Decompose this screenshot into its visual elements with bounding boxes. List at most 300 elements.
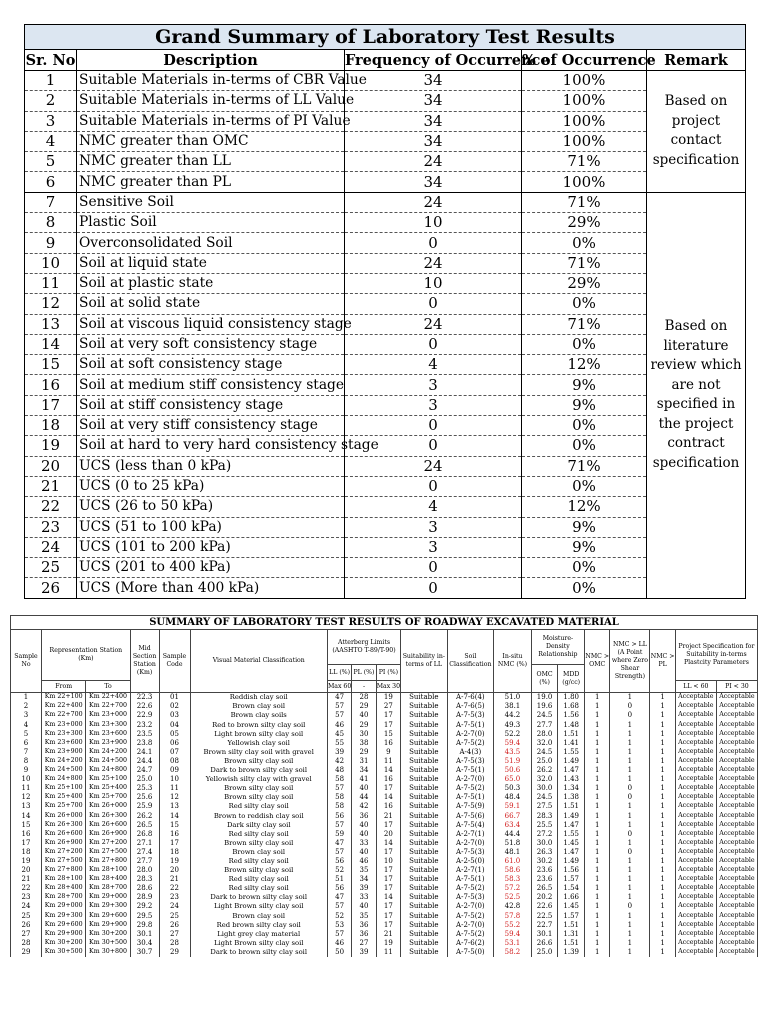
visual-class: Red to brown silty clay soil	[190, 720, 327, 729]
visual-class: Yellowish silty clay with gravel	[190, 775, 327, 784]
summary-row	[25, 375, 746, 395]
suitability-ll: Suitable	[401, 766, 448, 775]
nmc-gt-ll: 1	[610, 948, 650, 957]
ll-spec: Acceptable	[675, 811, 716, 820]
omc-value: 27.7	[531, 720, 558, 729]
lab-header-atterberg: Atterberg Limits (AASHTO T-89/T-90)	[327, 630, 400, 665]
header-remark: Remark	[647, 50, 746, 71]
mdd-value: 1.49	[558, 757, 585, 766]
summary-description: Soil at very soft consistency stage	[77, 334, 345, 354]
summary-percent: 12%	[522, 497, 647, 517]
summary-frequency: 4	[345, 497, 522, 517]
visual-class: Reddish clay soil	[190, 693, 327, 703]
station-to: Km 24+500	[86, 757, 130, 766]
pl-value: 40	[352, 848, 376, 857]
summary-sr-no: 21	[25, 476, 77, 496]
nmc-gt-omc: 1	[584, 820, 609, 829]
omc-value: 25.5	[531, 820, 558, 829]
station-to: Km 26+300	[86, 811, 130, 820]
summary-frequency: 3	[345, 517, 522, 537]
nmc-gt-omc: 1	[584, 839, 609, 848]
mid-station: 30.1	[130, 929, 159, 938]
summary-row	[25, 273, 746, 293]
summary-remark: Based on literature review which are not specified in the project contract specification	[647, 192, 746, 598]
mdd-value: 1.57	[558, 875, 585, 884]
lab-row	[11, 829, 758, 838]
station-to: Km 24+200	[86, 748, 130, 757]
omc-value: 32.0	[531, 775, 558, 784]
summary-frequency: 3	[345, 375, 522, 395]
visual-class: Dark silty clay soil	[190, 820, 327, 829]
soil-class: A-2-7(0)	[447, 775, 494, 784]
sample-code: 28	[159, 939, 190, 948]
station-from: Km 24+200	[42, 757, 86, 766]
lab-header-pl: PL (%)	[352, 665, 376, 681]
summary-sr-no: 18	[25, 416, 77, 436]
pl-value: 41	[352, 775, 376, 784]
lab-header-rep-station: Representation Station (Km)	[42, 630, 131, 681]
nmc-gt-ll: 1	[610, 757, 650, 766]
mid-station: 27.7	[130, 857, 159, 866]
ll-spec: Acceptable	[675, 911, 716, 920]
summary-frequency: 24	[345, 152, 522, 172]
mdd-value: 1.47	[558, 820, 585, 829]
summary-row	[25, 416, 746, 436]
omc-value: 26.2	[531, 766, 558, 775]
header-description: Description	[77, 50, 345, 71]
lab-header-nmc-ll: NMC > LL (A Point where Zero Shear Strength)	[610, 630, 650, 693]
nmc-gt-ll: 1	[610, 884, 650, 893]
station-from: Km 30+500	[42, 948, 86, 957]
sample-code: 26	[159, 920, 190, 929]
summary-frequency: 4	[345, 355, 522, 375]
suitability-ll: Suitable	[401, 693, 448, 703]
omc-value: 26.5	[531, 884, 558, 893]
pl-value: 27	[352, 939, 376, 948]
lab-row	[11, 793, 758, 802]
nmc-gt-omc: 1	[584, 902, 609, 911]
summary-percent: 71%	[522, 314, 647, 334]
grand-summary-table	[24, 24, 746, 599]
ll-spec: Acceptable	[675, 702, 716, 711]
ll-spec: Acceptable	[675, 775, 716, 784]
station-from: Km 27+500	[42, 857, 86, 866]
ll-value: 55	[327, 738, 351, 747]
station-to: Km 26+600	[86, 820, 130, 829]
summary-percent: 9%	[522, 517, 647, 537]
nmc-value: 65.0	[494, 775, 532, 784]
soil-class: A-7-5(4)	[447, 820, 494, 829]
nmc-value: 57.2	[494, 884, 532, 893]
summary-sr-no: 15	[25, 355, 77, 375]
summary-row	[25, 456, 746, 476]
mid-station: 25.3	[130, 784, 159, 793]
summary-sr-no: 8	[25, 213, 77, 233]
mid-station: 23.2	[130, 720, 159, 729]
summary-sr-no: 13	[25, 314, 77, 334]
summary-percent: 100%	[522, 111, 647, 131]
station-to: Km 30+200	[86, 929, 130, 938]
lab-row	[11, 738, 758, 747]
pi-value: 17	[376, 720, 400, 729]
ll-value: 39	[327, 748, 351, 757]
omc-value: 26.3	[531, 848, 558, 857]
summary-sr-no: 12	[25, 294, 77, 314]
nmc-gt-ll: 1	[610, 939, 650, 948]
soil-class: A-4(3)	[447, 748, 494, 757]
ll-value: 46	[327, 720, 351, 729]
sample-no: 10	[11, 775, 42, 784]
nmc-gt-pl: 1	[650, 775, 675, 784]
mid-station: 28.9	[130, 893, 159, 902]
lab-header-mdd: MDD (g/cc)	[558, 665, 585, 693]
pl-value: 40	[352, 902, 376, 911]
header-frequency: Frequency of Occurrence	[345, 51, 550, 69]
pi-spec: Acceptable	[716, 839, 757, 848]
mid-station: 22.3	[130, 693, 159, 703]
pl-value: 33	[352, 893, 376, 902]
nmc-value: 59.1	[494, 802, 532, 811]
sample-code: 10	[159, 775, 190, 784]
pi-spec: Acceptable	[716, 784, 757, 793]
pl-value: 35	[352, 866, 376, 875]
visual-class: Red silty clay soil	[190, 884, 327, 893]
soil-class: A-7-5(3)	[447, 757, 494, 766]
soil-class: A-7-5(2)	[447, 884, 494, 893]
nmc-value: 52.5	[494, 893, 532, 902]
sample-no: 29	[11, 948, 42, 957]
summary-description: Soil at viscous liquid consistency stage	[77, 314, 345, 334]
nmc-gt-pl: 1	[650, 802, 675, 811]
nmc-gt-pl: 1	[650, 729, 675, 738]
nmc-gt-pl: 1	[650, 929, 675, 938]
nmc-value: 44.4	[494, 829, 532, 838]
nmc-gt-omc: 1	[584, 929, 609, 938]
ll-spec: Acceptable	[675, 729, 716, 738]
soil-class: A-2-7(1)	[447, 866, 494, 875]
nmc-gt-omc: 1	[584, 866, 609, 875]
mdd-value: 1.49	[558, 811, 585, 820]
visual-class: Light Brown silty clay soil	[190, 939, 327, 948]
visual-class: Dark to brown silty clay soil	[190, 766, 327, 775]
mdd-value: 1.68	[558, 702, 585, 711]
pi-spec: Acceptable	[716, 693, 757, 703]
summary-row	[25, 558, 746, 578]
nmc-gt-pl: 1	[650, 920, 675, 929]
omc-value: 22.7	[531, 920, 558, 929]
mid-station: 24.4	[130, 757, 159, 766]
summary-frequency: 0	[345, 334, 522, 354]
sample-no: 15	[11, 820, 42, 829]
pl-value: 40	[352, 711, 376, 720]
nmc-value: 63.4	[494, 820, 532, 829]
summary-percent: 29%	[522, 213, 647, 233]
pl-value: 29	[352, 748, 376, 757]
lab-row	[11, 902, 758, 911]
sample-no: 12	[11, 793, 42, 802]
ll-value: 47	[327, 839, 351, 848]
lab-header-omc: OMC (%)	[531, 665, 558, 693]
station-from: Km 26+600	[42, 829, 86, 838]
omc-value: 30.0	[531, 784, 558, 793]
pl-value: 34	[352, 766, 376, 775]
lab-row	[11, 939, 758, 948]
pi-spec: Acceptable	[716, 929, 757, 938]
lab-row	[11, 920, 758, 929]
station-from: Km 24+500	[42, 766, 86, 775]
soil-class: A-7-6(2)	[447, 939, 494, 948]
summary-frequency: 0	[345, 294, 522, 314]
mid-station: 23.5	[130, 729, 159, 738]
pi-value: 17	[376, 920, 400, 929]
summary-sr-no: 10	[25, 253, 77, 273]
nmc-gt-omc: 1	[584, 711, 609, 720]
mdd-value: 1.51	[558, 802, 585, 811]
nmc-value: 58.6	[494, 866, 532, 875]
mdd-value: 1.66	[558, 893, 585, 902]
nmc-gt-pl: 1	[650, 811, 675, 820]
pl-value: 36	[352, 920, 376, 929]
suitability-ll: Suitable	[401, 920, 448, 929]
summary-row	[25, 476, 746, 496]
ll-value: 45	[327, 729, 351, 738]
suitability-ll: Suitable	[401, 729, 448, 738]
summary-remark: Based on project contact specification	[647, 71, 746, 193]
nmc-gt-ll: 1	[610, 866, 650, 875]
lab-row	[11, 784, 758, 793]
suitability-ll: Suitable	[401, 757, 448, 766]
nmc-value: 42.8	[494, 902, 532, 911]
lab-header-dash: -	[352, 681, 376, 693]
suitability-ll: Suitable	[401, 702, 448, 711]
summary-description: UCS (201 to 400 kPa)	[77, 558, 345, 578]
summary-frequency: 10	[345, 273, 522, 293]
nmc-gt-omc: 1	[584, 702, 609, 711]
summary-sr-no: 26	[25, 578, 77, 598]
mid-station: 28.0	[130, 866, 159, 875]
mdd-value: 1.55	[558, 829, 585, 838]
nmc-gt-pl: 1	[650, 793, 675, 802]
station-from: Km 27+200	[42, 848, 86, 857]
soil-class: A-7-5(1)	[447, 766, 494, 775]
summary-description: NMC greater than PL	[77, 172, 345, 192]
sample-code: 18	[159, 848, 190, 857]
mdd-value: 1.45	[558, 902, 585, 911]
nmc-gt-omc: 1	[584, 875, 609, 884]
lab-row	[11, 748, 758, 757]
station-from: Km 22+100	[42, 693, 86, 703]
sample-no: 17	[11, 839, 42, 848]
summary-row	[25, 395, 746, 415]
soil-class: A-7-5(1)	[447, 875, 494, 884]
visual-class: Light Brown silty clay soil	[190, 902, 327, 911]
summary-description: Suitable Materials in-terms of CBR Value	[77, 71, 345, 91]
sample-no: 13	[11, 802, 42, 811]
lab-header-soil-class: Soil Classification	[447, 630, 494, 693]
ll-spec: Acceptable	[675, 857, 716, 866]
omc-value: 30.0	[531, 839, 558, 848]
nmc-gt-pl: 1	[650, 902, 675, 911]
nmc-gt-pl: 1	[650, 766, 675, 775]
pi-value: 16	[376, 738, 400, 747]
summary-frequency: 34	[345, 131, 522, 151]
nmc-gt-omc: 1	[584, 829, 609, 838]
summary-row	[25, 111, 746, 131]
lab-row	[11, 702, 758, 711]
suitability-ll: Suitable	[401, 884, 448, 893]
sample-no: 28	[11, 939, 42, 948]
summary-description: NMC greater than OMC	[77, 131, 345, 151]
mdd-value: 1.31	[558, 929, 585, 938]
mid-station: 22.6	[130, 702, 159, 711]
summary-description: UCS (101 to 200 kPa)	[77, 537, 345, 557]
summary-percent: 0%	[522, 233, 647, 253]
summary-sr-no: 20	[25, 456, 77, 476]
suitability-ll: Suitable	[401, 948, 448, 957]
mid-station: 30.7	[130, 948, 159, 957]
visual-class: Brown silty clay soil	[190, 866, 327, 875]
station-from: Km 28+700	[42, 893, 86, 902]
pi-value: 15	[376, 729, 400, 738]
summary-sr-no: 3	[25, 111, 77, 131]
omc-value: 22.5	[531, 911, 558, 920]
sample-code: 13	[159, 802, 190, 811]
omc-value: 23.6	[531, 875, 558, 884]
lab-row	[11, 757, 758, 766]
mid-station: 29.8	[130, 920, 159, 929]
summary-description: UCS (less than 0 kPa)	[77, 456, 345, 476]
omc-value: 24.5	[531, 793, 558, 802]
pi-value: 14	[376, 839, 400, 848]
summary-frequency: 0	[345, 233, 522, 253]
station-to: Km 29+300	[86, 902, 130, 911]
lab-header-pi30: PI < 30	[716, 681, 757, 693]
station-to: Km 23+000	[86, 711, 130, 720]
summary-sr-no: 7	[25, 192, 77, 212]
lab-row	[11, 729, 758, 738]
nmc-gt-ll: 0	[610, 848, 650, 857]
ll-value: 56	[327, 884, 351, 893]
soil-class: A-7-5(1)	[447, 720, 494, 729]
station-to: Km 29+600	[86, 911, 130, 920]
mdd-value: 1.54	[558, 884, 585, 893]
sample-code: 20	[159, 866, 190, 875]
lab-header-to: To	[86, 681, 130, 693]
nmc-gt-omc: 1	[584, 775, 609, 784]
sample-code: 07	[159, 748, 190, 757]
nmc-gt-pl: 1	[650, 693, 675, 703]
nmc-gt-ll: 0	[610, 793, 650, 802]
pl-value: 34	[352, 875, 376, 884]
summary-frequency: 24	[345, 192, 522, 212]
nmc-gt-ll: 1	[610, 729, 650, 738]
sample-code: 19	[159, 857, 190, 866]
sample-code: 02	[159, 702, 190, 711]
lab-header-pi: PI (%)	[376, 665, 400, 681]
summary-percent: 100%	[522, 131, 647, 151]
ll-spec: Acceptable	[675, 875, 716, 884]
suitability-ll: Suitable	[401, 748, 448, 757]
pi-value: 17	[376, 875, 400, 884]
ll-spec: Acceptable	[675, 893, 716, 902]
nmc-value: 52.2	[494, 729, 532, 738]
summary-percent: 71%	[522, 456, 647, 476]
ll-spec: Acceptable	[675, 711, 716, 720]
nmc-gt-pl: 1	[650, 866, 675, 875]
nmc-value: 53.1	[494, 939, 532, 948]
summary-percent: 12%	[522, 355, 647, 375]
nmc-gt-ll: 1	[610, 720, 650, 729]
sample-code: 15	[159, 820, 190, 829]
pl-value: 39	[352, 948, 376, 957]
suitability-ll: Suitable	[401, 802, 448, 811]
sample-code: 22	[159, 884, 190, 893]
soil-class: A-7-5(2)	[447, 929, 494, 938]
lab-row	[11, 866, 758, 875]
omc-value: 27.2	[531, 829, 558, 838]
summary-percent: 0%	[522, 578, 647, 598]
summary-row	[25, 71, 746, 91]
nmc-gt-omc: 1	[584, 784, 609, 793]
soil-class: A-2-5(0)	[447, 857, 494, 866]
lab-header-nmc-pl: NMC > PL	[650, 630, 675, 693]
summary-sr-no: 4	[25, 131, 77, 151]
lab-row	[11, 857, 758, 866]
pi-value: 17	[376, 820, 400, 829]
ll-spec: Acceptable	[675, 902, 716, 911]
pl-value: 38	[352, 738, 376, 747]
summary-frequency: 3	[345, 537, 522, 557]
station-to: Km 23+600	[86, 729, 130, 738]
pi-value: 17	[376, 911, 400, 920]
suitability-ll: Suitable	[401, 820, 448, 829]
ll-spec: Acceptable	[675, 948, 716, 957]
lab-header-proj-spec: Project Specification for Suitability in-terms Plastcity Parameters	[675, 630, 757, 681]
summary-percent: 71%	[522, 152, 647, 172]
visual-class: Yellowish clay soil	[190, 738, 327, 747]
suitability-ll: Suitable	[401, 911, 448, 920]
mid-station: 30.4	[130, 939, 159, 948]
mid-station: 27.1	[130, 839, 159, 848]
summary-sr-no: 11	[25, 273, 77, 293]
sample-no: 25	[11, 911, 42, 920]
station-from: Km 26+300	[42, 820, 86, 829]
pl-value: 46	[352, 857, 376, 866]
nmc-gt-ll: 1	[610, 693, 650, 703]
nmc-value: 51.8	[494, 839, 532, 848]
ll-value: 58	[327, 775, 351, 784]
ll-value: 48	[327, 766, 351, 775]
summary-row	[25, 213, 746, 233]
pi-value: 11	[376, 757, 400, 766]
visual-class: Brown clay soil	[190, 702, 327, 711]
nmc-gt-ll: 1	[610, 893, 650, 902]
nmc-gt-pl: 1	[650, 829, 675, 838]
sample-code: 11	[159, 784, 190, 793]
mdd-value: 1.39	[558, 948, 585, 957]
lab-row	[11, 775, 758, 784]
summary-frequency: 34	[345, 71, 522, 91]
nmc-gt-ll: 1	[610, 775, 650, 784]
lab-row	[11, 711, 758, 720]
pl-value: 40	[352, 829, 376, 838]
sample-no: 14	[11, 811, 42, 820]
station-to: Km 23+300	[86, 720, 130, 729]
lab-header-sample-code: Sample Code	[159, 630, 190, 693]
mdd-value: 1.43	[558, 775, 585, 784]
summary-description: Overconsolidated Soil	[77, 233, 345, 253]
suitability-ll: Suitable	[401, 829, 448, 838]
